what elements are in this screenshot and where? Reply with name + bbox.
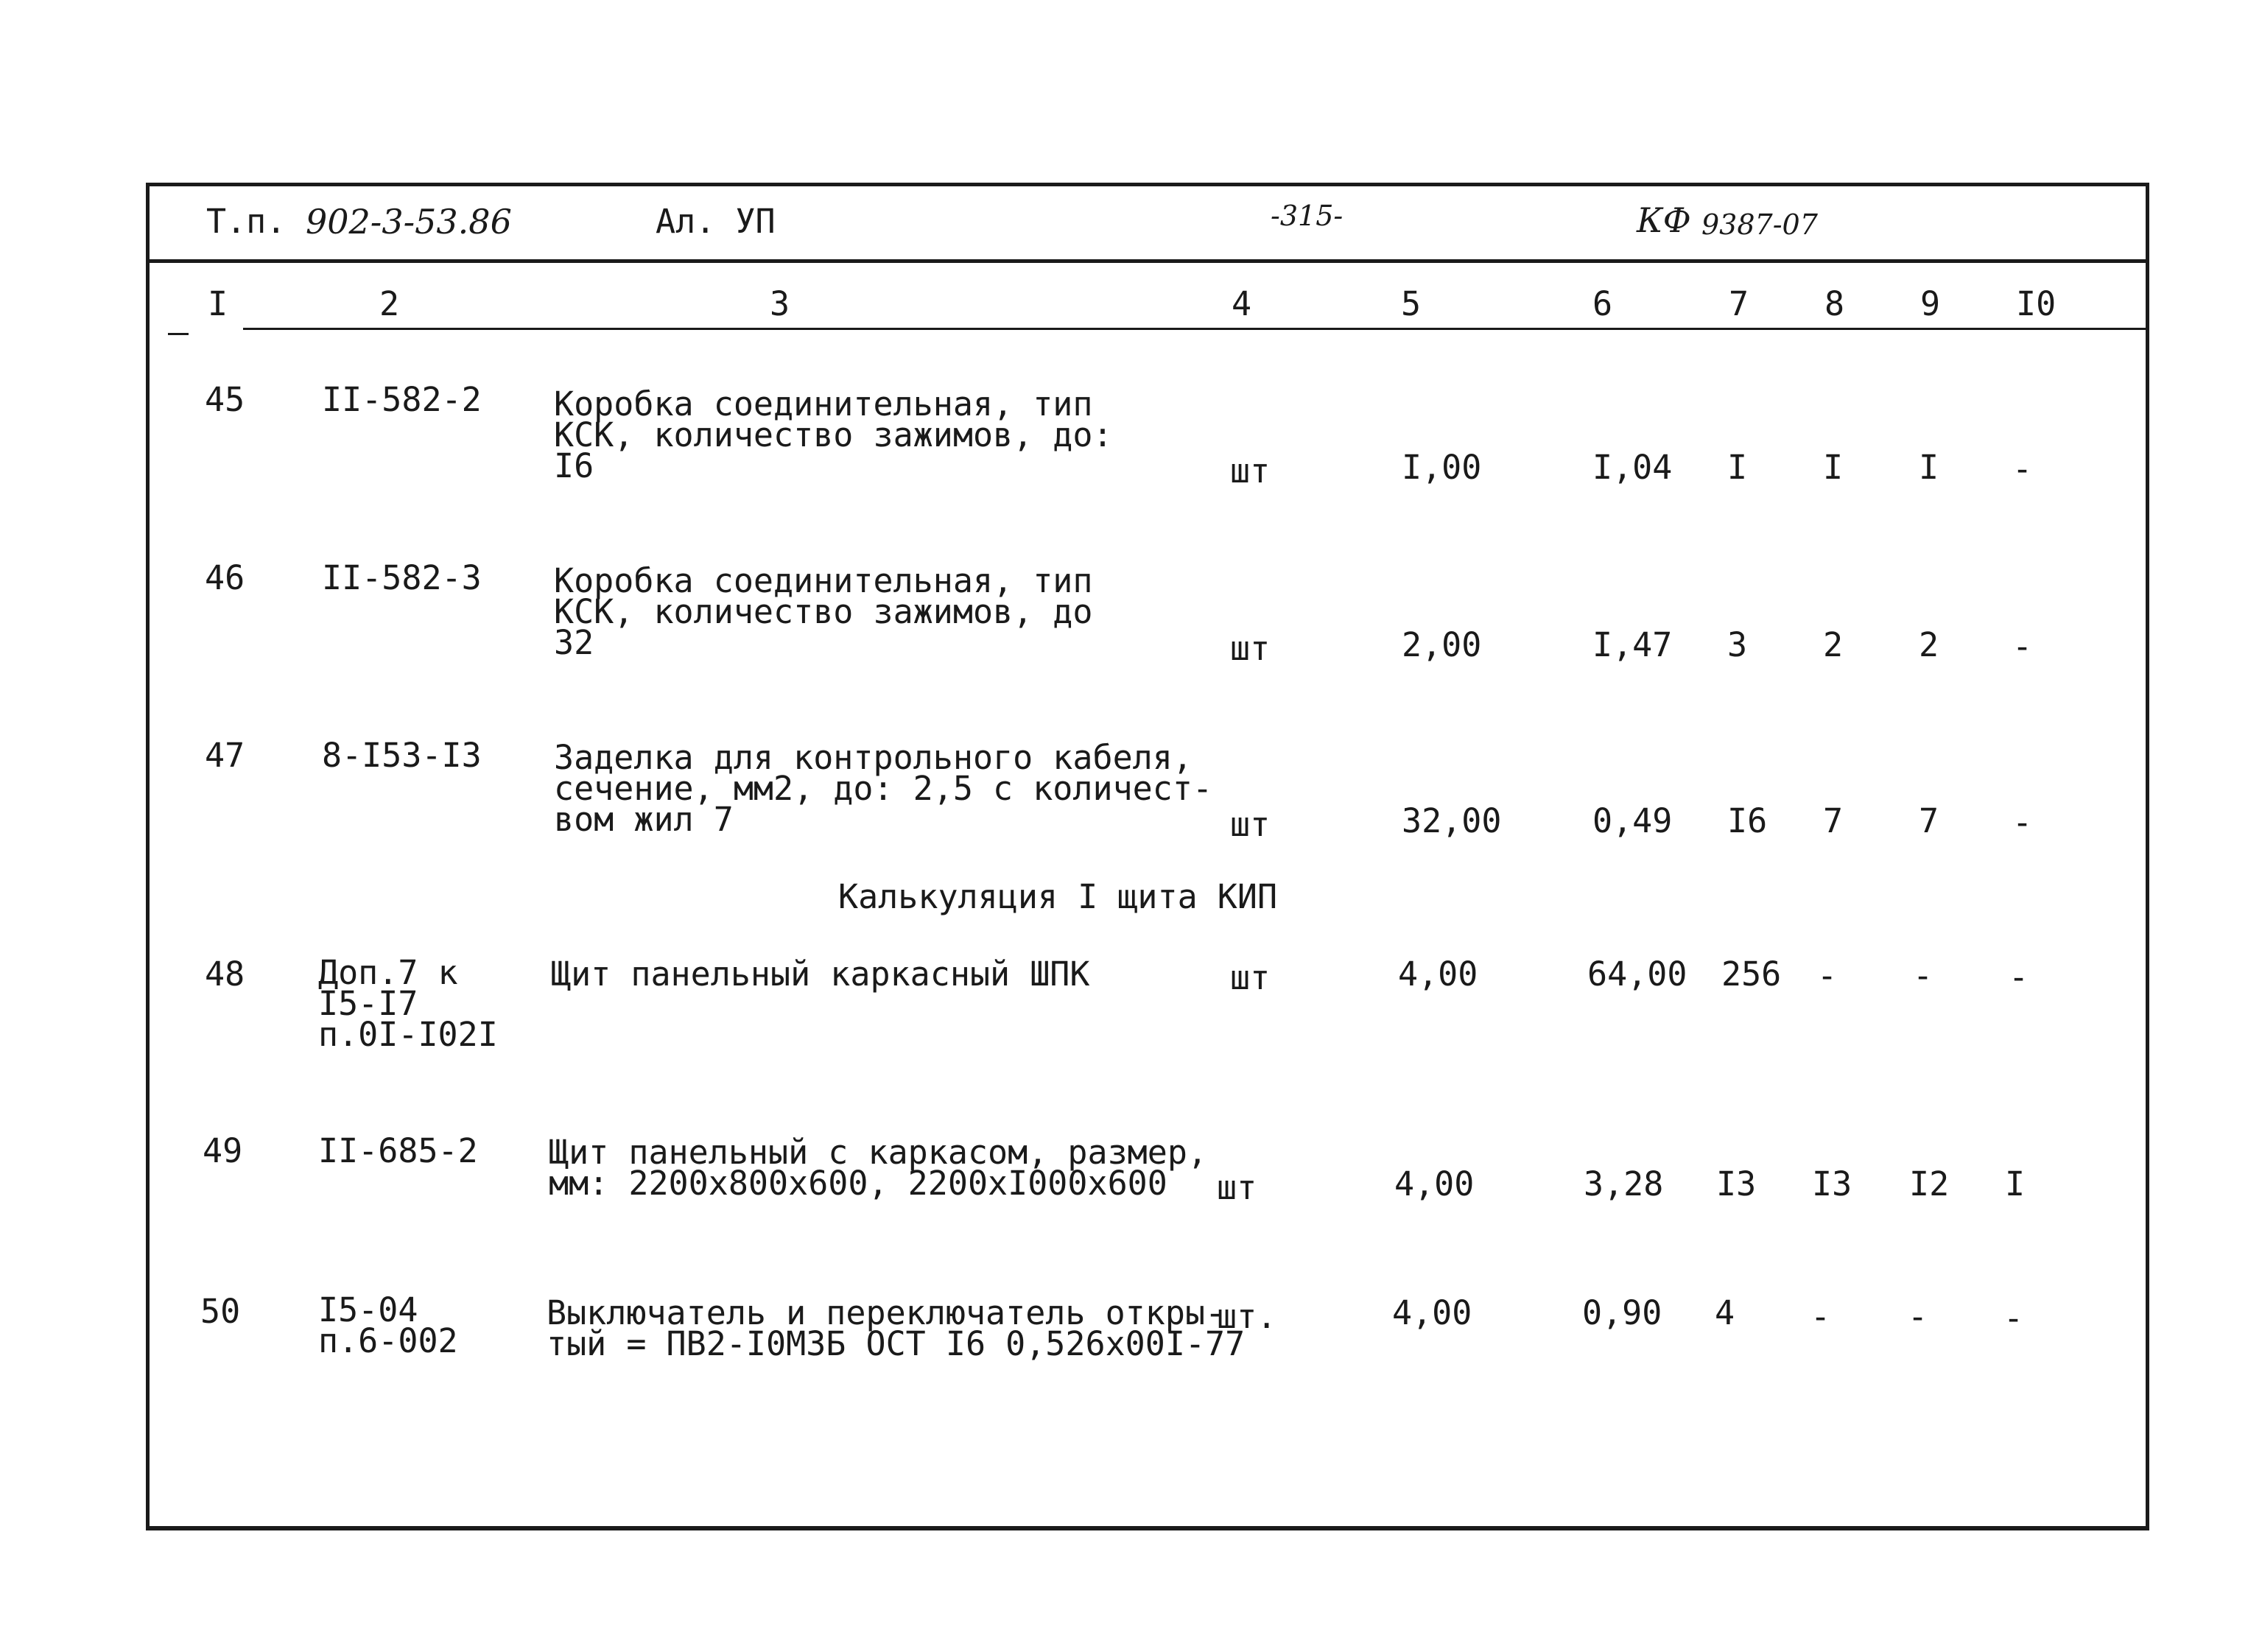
row-col8: 7 bbox=[1823, 801, 1844, 840]
row-number: 45 bbox=[205, 380, 245, 419]
row-code: II-582-3 bbox=[322, 558, 482, 597]
row-col9: - bbox=[1913, 956, 1933, 995]
row-description: Коробка соединительная, тип КСК, количество зажимов, до 32 bbox=[554, 561, 1093, 662]
row-col6: 3,28 bbox=[1584, 1164, 1664, 1203]
row-code: II-685-2 bbox=[318, 1131, 478, 1170]
column-header-9: 9 bbox=[1920, 284, 1941, 323]
row-code: Доп.7 к I5-I7 п.0I-I02I bbox=[318, 953, 498, 1054]
column-header-underline bbox=[243, 328, 2149, 330]
column-header-3: 3 bbox=[770, 284, 790, 323]
row-col8: - bbox=[1817, 956, 1838, 995]
section-title: Калькуляция I щита КИП bbox=[838, 877, 1278, 916]
row-col10: - bbox=[2012, 803, 2033, 842]
column-header-8: 8 bbox=[1824, 284, 1845, 323]
cf-number: 9387-07 bbox=[1701, 208, 1818, 241]
column-header-7: 7 bbox=[1729, 284, 1749, 323]
row-number: 50 bbox=[200, 1292, 241, 1331]
row-col6: I,04 bbox=[1592, 448, 1673, 487]
column-header-5: 5 bbox=[1401, 284, 1422, 323]
row-col10: I bbox=[2005, 1164, 2026, 1203]
row-col10: - bbox=[2003, 1298, 2024, 1338]
column-header-10: I0 bbox=[2016, 284, 2056, 323]
row-unit: шт bbox=[1217, 1168, 1257, 1207]
row-description: Щит панельный каркасный ШПК bbox=[551, 955, 1090, 994]
row-code: II-582-2 bbox=[322, 380, 482, 419]
row-unit: шт bbox=[1230, 958, 1271, 997]
margin-tick bbox=[168, 333, 189, 335]
row-col8: - bbox=[1810, 1297, 1831, 1336]
row-unit: шт. bbox=[1217, 1297, 1277, 1336]
cf-prefix: КФ bbox=[1637, 200, 1691, 240]
row-number: 49 bbox=[203, 1131, 243, 1170]
row-quantity: 32,00 bbox=[1402, 801, 1502, 840]
row-unit: шт bbox=[1230, 805, 1271, 844]
row-col6: I,47 bbox=[1592, 625, 1673, 664]
row-col8: I3 bbox=[1812, 1164, 1852, 1203]
row-col9: I bbox=[1919, 448, 1939, 487]
row-quantity: I,00 bbox=[1402, 448, 1482, 487]
column-header-1: I bbox=[208, 284, 228, 323]
album-label: Ал. УП bbox=[656, 202, 776, 241]
row-number: 46 bbox=[205, 558, 245, 597]
row-code: I5-04 п.6-002 bbox=[318, 1290, 458, 1360]
row-col9: I2 bbox=[1909, 1164, 1950, 1203]
row-description: Коробка соединительная, тип КСК, количество зажимов, до: I6 bbox=[554, 384, 1113, 485]
row-code: 8-I53-I3 bbox=[322, 736, 482, 775]
row-col8: 2 bbox=[1823, 625, 1844, 664]
row-unit: шт bbox=[1230, 629, 1271, 668]
row-col7: I bbox=[1727, 448, 1748, 487]
row-quantity: 4,00 bbox=[1392, 1293, 1472, 1332]
row-col9: 2 bbox=[1919, 625, 1939, 664]
row-col6: 64,00 bbox=[1587, 955, 1687, 994]
row-col7: 4 bbox=[1715, 1293, 1735, 1332]
row-col6: 0,90 bbox=[1582, 1293, 1662, 1332]
row-col7: 3 bbox=[1727, 625, 1748, 664]
row-col6: 0,49 bbox=[1592, 801, 1673, 840]
row-col7: 256 bbox=[1721, 955, 1782, 994]
page-number: -315- bbox=[1271, 200, 1343, 232]
row-number: 47 bbox=[205, 736, 245, 775]
row-col10: - bbox=[2012, 449, 2033, 488]
column-header-4: 4 bbox=[1232, 284, 1252, 323]
header-divider bbox=[146, 259, 2149, 263]
tp-label: Т.п. bbox=[206, 202, 287, 241]
row-unit: шт bbox=[1230, 451, 1271, 491]
row-description: Щит панельный с каркасом, размер, мм: 2200х800х600, 2200хI000х600 bbox=[549, 1133, 1208, 1203]
row-col10: - bbox=[2009, 957, 2029, 997]
column-header-6: 6 bbox=[1592, 284, 1613, 323]
project-code: 902-3-53.86 bbox=[306, 202, 512, 242]
column-header-2: 2 bbox=[379, 284, 400, 323]
row-col9: - bbox=[1908, 1297, 1928, 1336]
row-col10: - bbox=[2012, 627, 2033, 666]
row-description: Заделка для контрольного кабеля, сечение, мм2, до: 2,5 с количест- вом жил 7 bbox=[554, 738, 1213, 839]
row-col7: I3 bbox=[1716, 1164, 1757, 1203]
row-description: Выключатель и переключатель откры- тый = ПВ2-I0М3Б ОСТ I6 0,526х00I-77 bbox=[547, 1293, 1246, 1363]
row-col7: I6 bbox=[1727, 801, 1768, 840]
row-quantity: 4,00 bbox=[1394, 1164, 1475, 1203]
row-quantity: 2,00 bbox=[1402, 625, 1482, 664]
row-col9: 7 bbox=[1919, 801, 1939, 840]
row-quantity: 4,00 bbox=[1398, 955, 1478, 994]
row-number: 48 bbox=[205, 955, 245, 994]
row-col8: I bbox=[1823, 448, 1844, 487]
